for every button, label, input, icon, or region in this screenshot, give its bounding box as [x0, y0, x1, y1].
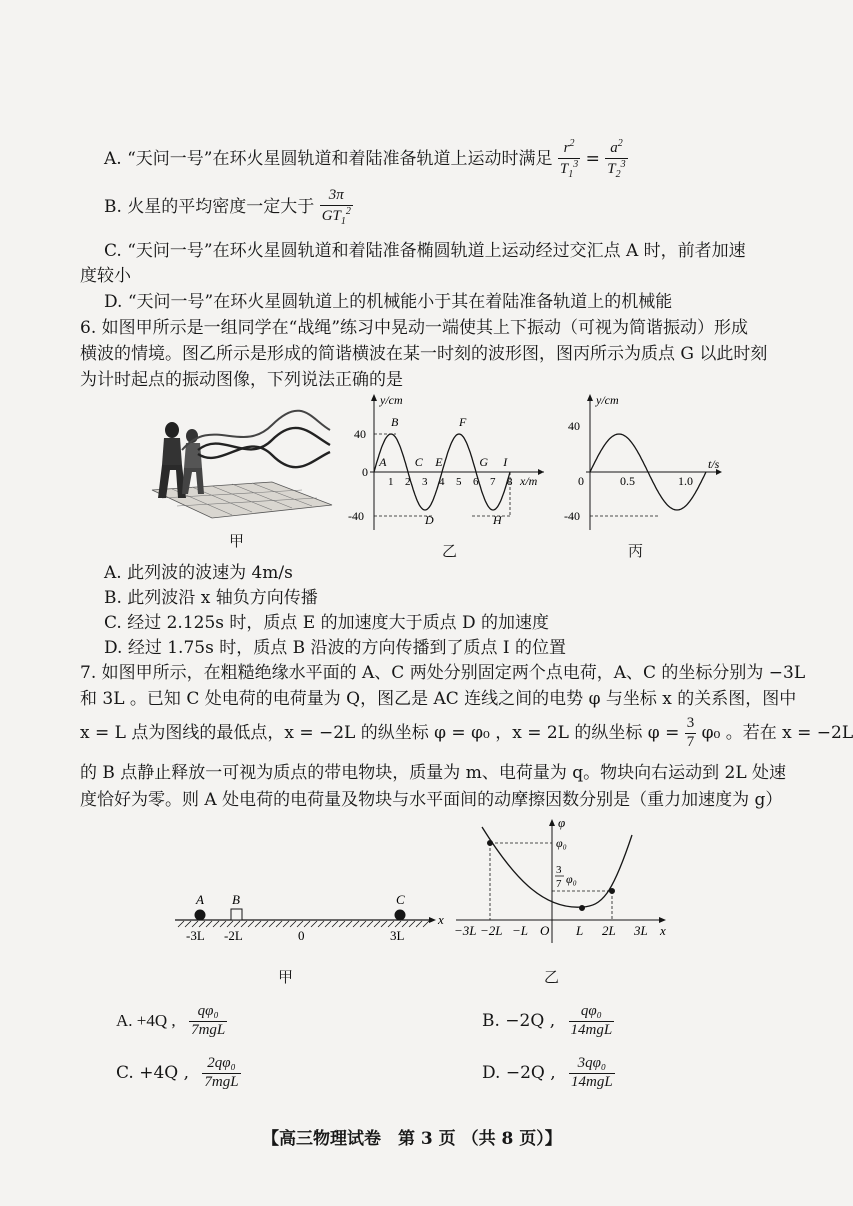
ground-hatch: [192, 921, 198, 927]
ground-hatch: [297, 921, 303, 927]
phi-xlabel: x: [660, 923, 666, 938]
ground-hatch: [395, 921, 401, 927]
wave-point-H: H: [493, 513, 502, 527]
q7-frac-3-7: $\frac{3}{7}$: [686, 715, 695, 750]
q7-stem-line1: 7. 如图甲所示，在粗糙绝缘水平面的 A、C 两处分别固定两个点电荷，A、C 的坐标分别为 −3L: [80, 663, 806, 683]
q6-option-d: D. 经过 1.75s 时，质点 B 沿波的方向传播到了质点 I 的位置: [104, 638, 567, 658]
potential-graph: [452, 815, 672, 955]
tick-3L: 3L: [390, 928, 405, 943]
ground-hatch: [402, 921, 408, 927]
phi-tick-3L: 3L: [634, 923, 648, 938]
label-c: C: [396, 892, 405, 907]
wave-point-F: F: [459, 415, 467, 429]
q5-a-fraction-1: $\frac{r^2}{T_1^3}$: [559, 138, 579, 180]
fig7-label-jia: 甲: [278, 968, 294, 986]
phi-point-2L: [610, 889, 615, 894]
ground-hatch: [206, 921, 212, 927]
ground-hatch: [199, 921, 205, 927]
vib-y-arrow: [587, 394, 593, 401]
q6-option-c: C. 经过 2.125s 时，质点 E 的加速度大于质点 D 的加速度: [104, 613, 550, 633]
ground-hatch: [367, 921, 373, 927]
wave-point-D: D: [425, 513, 434, 527]
q7-option-c: C. +4Q , $\frac{\text{2qφ₀}}{\text{7mgL}}$: [116, 1055, 239, 1090]
ground-hatch: [248, 921, 254, 927]
ground-hatch: [276, 921, 282, 927]
q5-a-fraction-2: $\frac{a^2}{T_2^3}$: [607, 138, 626, 180]
ground-hatch: [255, 921, 261, 927]
ground-hatch: [388, 921, 394, 927]
wave-y-bottom: -40: [348, 509, 364, 523]
ground-hatch: [178, 921, 184, 927]
vibration-graph: [560, 390, 730, 540]
phi-frac-sym: φ₀: [566, 872, 577, 886]
q5-option-a: A. “天问一号”在环火星圆轨道和着陆准备轨道上运动时满足 $\frac{r^2}{T_1^3}$ = $\frac{a^2}{T_2^3}$: [104, 138, 626, 180]
phi-origin: O: [540, 923, 550, 938]
ground-hatch: [339, 921, 345, 927]
vib-y-top: 40: [568, 419, 580, 433]
wave-point-B: B: [391, 415, 399, 429]
phi-tick-2L: 2L: [602, 923, 616, 938]
ground-hatch: [220, 921, 226, 927]
wave-ylabel: y/cm: [380, 393, 403, 407]
wave-tick-8: 8: [507, 476, 513, 488]
ground-hatch: [283, 921, 289, 927]
wave-point-A: A: [379, 455, 387, 469]
wave-tick-3: 3: [422, 476, 428, 488]
q7-stem-line2: 和 3L 。已知 C 处电荷的电荷量为 Q，图乙是 AC 连线之间的电势 φ 与坐标 x 的关系图，图中: [80, 689, 797, 709]
q7-option-b: B. −2Q , $\frac{\text{qφ₀}}{\text{14mgL}}$: [482, 1003, 613, 1038]
phi-tick-mL: −L: [512, 923, 529, 938]
charge-a: [195, 910, 205, 920]
ground-hatch: [241, 921, 247, 927]
ground-hatch: [304, 921, 310, 927]
fig6-label-yi: 乙: [442, 542, 458, 560]
tick-m3L: -3L: [186, 928, 205, 943]
ground-hatch: [353, 921, 359, 927]
q6-stem-line1: 6. 如图甲所示是一组同学在“战绳”练习中晃动一端使其上下振动（可视为简谐振动）形成: [80, 318, 749, 338]
wave-tick-7: 7: [490, 476, 496, 488]
phi-point-L: [580, 906, 585, 911]
wave-y-arrow: [371, 394, 377, 401]
ground-hatch: [346, 921, 352, 927]
vib-y-bottom: -40: [564, 509, 580, 523]
line-axis-arrow: [429, 917, 436, 923]
ground-hatch: [227, 921, 233, 927]
wave-xlabel: x/m: [520, 474, 538, 488]
ground-hatch: [311, 921, 317, 927]
phi-phi0: φ₀: [556, 836, 567, 850]
ground-hatch: [269, 921, 275, 927]
phi-frac-num: 3: [556, 864, 562, 876]
fig6-label-jia: 甲: [229, 532, 245, 550]
q5-b-fraction: $\frac{3\pi}{GT_1^2}$: [321, 187, 351, 227]
phi-frac-den: 7: [556, 878, 562, 890]
phi-ylabel: φ: [558, 815, 566, 830]
phi-tick-L: L: [576, 923, 584, 938]
ground-hatch: [213, 921, 219, 927]
vib-origin: 0: [578, 474, 584, 488]
q5-option-d: D. “天问一号”在环火星圆轨道上的机械能小于其在着陆准备轨道上的机械能: [104, 292, 673, 312]
q6-stem-line3: 为计时起点的振动图像，下列说法正确的是: [80, 370, 403, 390]
q7-option-a: A. +4Q , $\frac{\text{qφ₀}}{\text{7mgL}}$: [116, 1003, 226, 1038]
q7-stem-line4: 的 B 点静止释放一可视为质点的带电物块，质量为 m、电荷量为 q。物块向右运动到 2L 处速: [80, 763, 787, 783]
label-x: x: [438, 912, 444, 927]
ground-hatch: [332, 921, 338, 927]
tick-0: 0: [298, 928, 305, 943]
q5-option-c-line2: 度较小: [80, 266, 131, 286]
fig6-label-bing: 丙: [628, 542, 644, 560]
wave-tick-2: 2: [405, 476, 411, 488]
q7-stem-line3: x = L 点为图线的最低点，x = −2L 的纵坐标 φ = φ₀ ，x = 2L 的纵坐标 φ = $\frac{3}{7}$ φ₀ 。若在 x = −2L: [80, 715, 853, 750]
q5-option-c-line1: C. “天问一号”在环火星圆轨道和着陆准备椭圆轨道上运动经过交汇点 A 时，前者加速: [104, 241, 746, 261]
phi-tick-m2L: −2L: [480, 923, 503, 938]
fig7-label-yi: 乙: [544, 968, 560, 986]
label-a: A: [196, 892, 204, 907]
phi-tick-m3L: −3L: [454, 923, 477, 938]
wave-x-arrow: [538, 469, 544, 475]
vib-ylabel: y/cm: [596, 393, 619, 407]
ground-hatch: [318, 921, 324, 927]
wave-point-C: C: [414, 455, 423, 469]
tick-m2L: -2L: [224, 928, 243, 943]
ground-hatch: [262, 921, 268, 927]
block-b: [231, 909, 242, 920]
ground-hatch: [409, 921, 415, 927]
wave-point-G: G: [479, 455, 489, 469]
wave-y-top: 40: [354, 427, 366, 441]
wave-point-E: E: [435, 455, 443, 469]
charge-line-figure: [170, 890, 450, 950]
vib-t2: 1.0: [678, 474, 693, 488]
wave-tick-1: 1: [388, 476, 394, 488]
wave-origin: 0: [362, 465, 368, 479]
phi-y-arrow: [549, 819, 555, 826]
ground-hatch: [423, 921, 429, 927]
vib-xlabel: t/s: [708, 457, 720, 471]
wave-tick-4: 4: [439, 476, 445, 488]
q6-option-a: A. 此列波的波速为 4m/s: [104, 563, 293, 583]
wave-tick-5: 5: [456, 476, 462, 488]
ground-hatch: [381, 921, 387, 927]
ground-hatch: [325, 921, 331, 927]
q7-option-d: D. −2Q , $\frac{\text{3qφ₀}}{\text{14mgL}}$: [482, 1055, 613, 1090]
label-b: B: [232, 892, 240, 907]
wave-tick-6: 6: [473, 476, 479, 488]
q6-stem-line2: 横波的情境。图乙所示是形成的简谐横波在某一时刻的波形图，图丙所示为质点 G 以此时刻: [80, 344, 768, 364]
wave-graph: [342, 390, 552, 540]
q7-stem-line5: 度恰好为零。则 A 处电荷的电荷量及物块与水平面间的动摩擦因数分别是（重力加速度为 g）: [80, 790, 783, 810]
ground-hatch: [416, 921, 422, 927]
page-footer: 【高三物理试卷 第 3 页 （共 8 页）】: [262, 1129, 562, 1149]
ground-hatch: [374, 921, 380, 927]
ground-hatch: [360, 921, 366, 927]
battle-rope-illustration: [152, 410, 332, 520]
q6-option-b: B. 此列波沿 x 轴负方向传播: [104, 588, 318, 608]
ground-hatch: [234, 921, 240, 927]
phi-point-m2L: [488, 841, 493, 846]
ground-hatch: [290, 921, 296, 927]
q5-option-b: B. 火星的平均密度一定大于 $\frac{3\pi}{GT_1^2}$: [104, 187, 351, 227]
charge-c: [395, 910, 405, 920]
vib-t1: 0.5: [620, 474, 635, 488]
ground-hatch: [185, 921, 191, 927]
wave-point-I: I: [503, 455, 508, 469]
